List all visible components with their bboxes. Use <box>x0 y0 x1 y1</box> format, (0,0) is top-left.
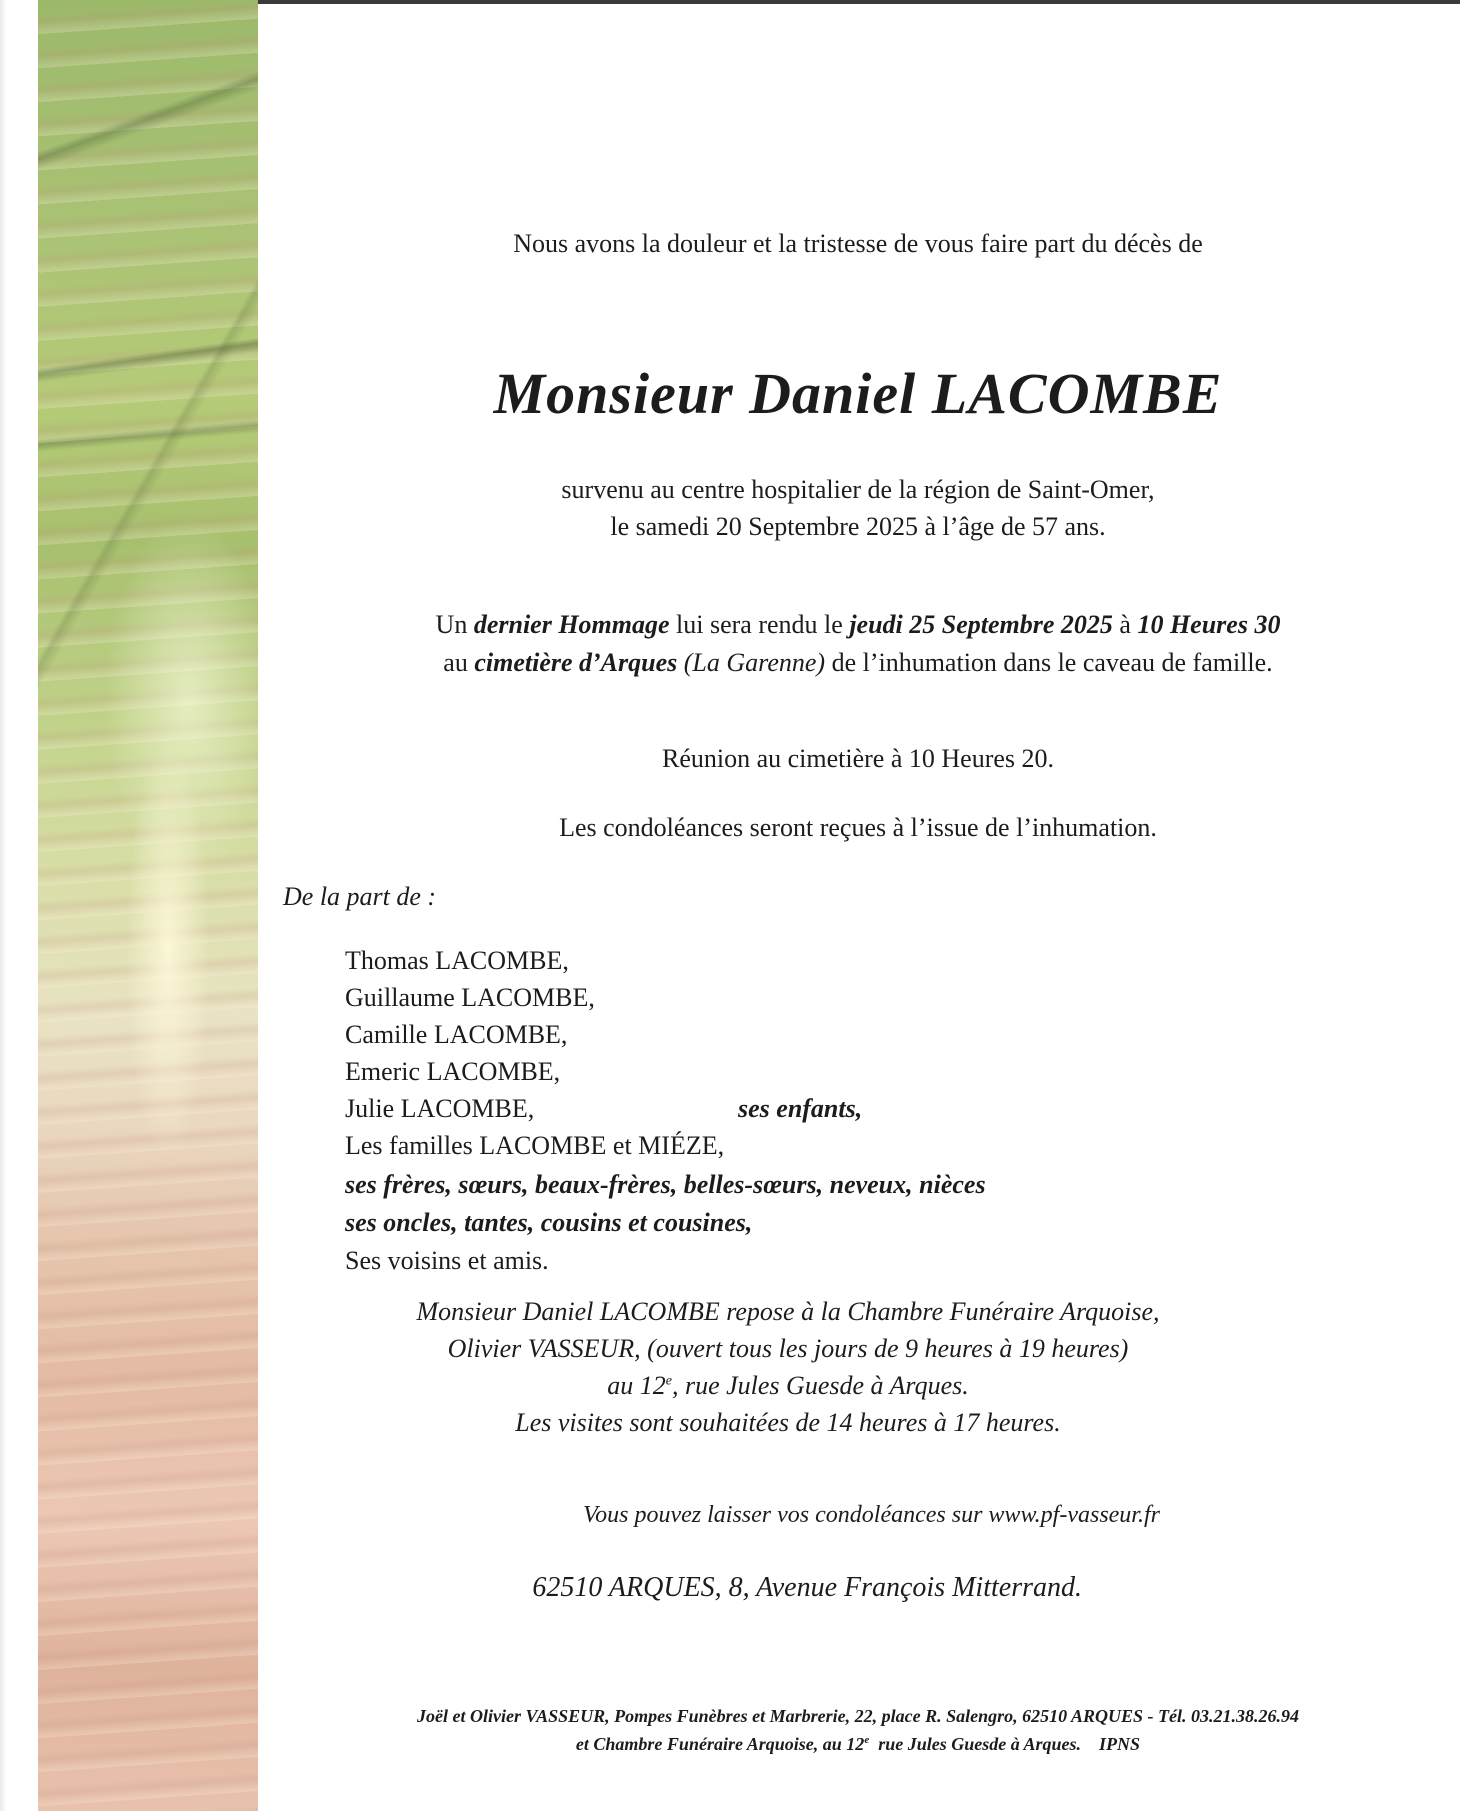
repose-line: Olivier VASSEUR, (ouvert tous les jours de 9 heures à 19 heures) <box>447 1334 1129 1363</box>
forest-path-photo <box>38 0 258 1811</box>
notice-body <box>258 0 1460 1811</box>
superscript: e <box>864 1734 870 1746</box>
homage-text: de l’inhumation dans le caveau de famille. <box>825 648 1273 677</box>
family-member: ses frères, sœurs, beaux-frères, belles-sœurs, neveux, nièces <box>345 1170 986 1199</box>
homage-date: jeudi 25 Septembre 2025 <box>849 610 1113 639</box>
footer-line-2 <box>258 1734 1458 1755</box>
footer-line-1: Joël et Olivier VASSEUR, Pompes Funèbres et Marbrerie, 22, place R. Salengro, 62510 ARQUES - Tél. 03.21.38.26.94 <box>416 1706 1299 1726</box>
repose-line <box>258 1371 1318 1401</box>
family-member <box>345 1094 1145 1124</box>
from-label: De la part de : <box>283 882 437 911</box>
family-member-name: Julie LACOMBE, <box>345 1094 535 1123</box>
homage-text: lui sera rendu le <box>669 610 850 639</box>
scan-edge <box>0 0 6 1811</box>
family-member: ses oncles, tantes, cousins et cousines, <box>345 1208 753 1237</box>
family-member: Emeric LACOMBE, <box>345 1057 561 1086</box>
family-member: Ses voisins et amis. <box>345 1246 549 1275</box>
family-member: Thomas LACOMBE, <box>345 946 569 975</box>
repose-line: Monsieur Daniel LACOMBE repose à la Chambre Funéraire Arquoise, <box>416 1297 1160 1326</box>
homage-emphasis: dernier Hommage <box>473 610 670 639</box>
condolences-text: Les condoléances seront reçues à l’issue de l’inhumation. <box>559 813 1157 842</box>
homage-time: 10 Heures 30 <box>1137 610 1281 639</box>
cemetery-area: (La Garenne) <box>677 648 826 677</box>
superscript: e <box>665 1373 672 1389</box>
homage-text: Un <box>435 610 474 639</box>
homage-text: à <box>1112 610 1138 639</box>
intro-text: Nous avons la douleur et la tristesse de vous faire part du décès de <box>513 229 1203 258</box>
address-line: 62510 ARQUES, 8, Avenue François Mitterrand. <box>532 1572 1082 1603</box>
family-member: Camille LACOMBE, <box>345 1020 568 1049</box>
family-member: Les familles LACOMBE et MIÉZE, <box>345 1131 725 1160</box>
homage-line-2 <box>258 648 1458 678</box>
homage-line-1 <box>258 610 1458 640</box>
repose-text: au 12 <box>607 1371 666 1400</box>
death-place: survenu au centre hospitalier de la région de Saint-Omer, <box>561 475 1155 504</box>
repose-line: Les visites sont souhaitées de 14 heures à 17 heures. <box>515 1408 1061 1437</box>
homage-text: au <box>443 648 475 677</box>
footer-text: et Chambre Funéraire Arquoise, au 12 <box>575 1734 865 1754</box>
family-member: Guillaume LACOMBE, <box>345 983 595 1012</box>
website-line: Vous pouvez laisser vos condoléances sur www.pf-vasseur.fr <box>583 1502 1160 1528</box>
cemetery-name: cimetière d’Arques <box>474 648 678 677</box>
repose-text: , rue Jules Guesde à Arques. <box>671 1371 969 1400</box>
children-label: ses enfants, <box>738 1094 863 1123</box>
deceased-name: Monsieur Daniel LACOMBE <box>493 361 1223 426</box>
reunion-text: Réunion au cimetière à 10 Heures 20. <box>661 744 1055 773</box>
footer-text: rue Jules Guesde à Arques. IPNS <box>869 1734 1141 1754</box>
death-date: le samedi 20 Septembre 2025 à l’âge de 57 ans. <box>610 512 1106 541</box>
